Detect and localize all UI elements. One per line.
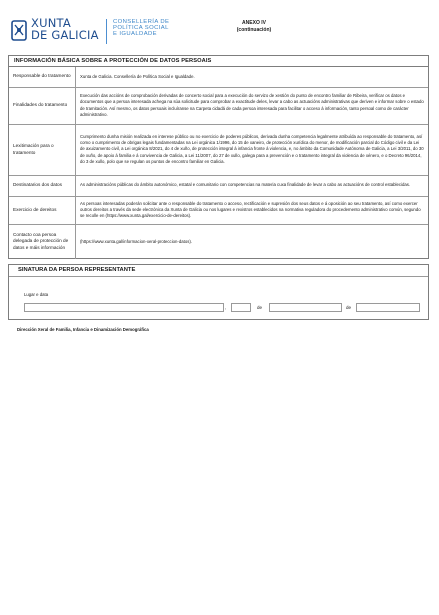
signature-section bbox=[8, 264, 429, 320]
table-row bbox=[9, 196, 428, 224]
annex-title: ANEXO IV bbox=[242, 20, 266, 26]
annex-subtitle: (continuación) bbox=[236, 26, 272, 33]
de-separator: de bbox=[346, 305, 352, 310]
month-input[interactable] bbox=[269, 303, 342, 312]
table-row bbox=[9, 67, 428, 87]
row-label: Contacto coa persoa delegada de protección de datos e máis información bbox=[9, 224, 76, 259]
day-input[interactable] bbox=[231, 303, 251, 312]
header-divider bbox=[106, 19, 107, 44]
data-protection-table bbox=[9, 67, 428, 259]
row-text: Execución das accións de comprobación derivadas de concerto social para a execución do servizo de xestión do punto de encontro familiar de Ribeira, verificar os datos e documentos que a persoa interesada achega na súa solicitude para comprobar a exactitude deles, levar a cabo as actuacións administrativas que deriven e informar sobre o estado de tramitación. Así mesmo, os datos persoais incluíranse na Carpeta cidadá de cada persoa interesada para facilitar o acceso á información, tanto persoal como de carácter administrativo. bbox=[76, 87, 429, 124]
logo-line-xunta: XUNTA bbox=[31, 16, 71, 30]
data-protection-section bbox=[8, 55, 429, 259]
xunta-crest-icon bbox=[11, 20, 27, 41]
row-text: Cumprimento dunha misión realizada en interese público ou no exercicio de poderes públicos, derivada dunha competencia legalmente atribuída ao responsable do tratamento, así como o cumprimento de obrigas legais fundamentadas na Lei orgánica 1/1996, do 15 de xaneiro, de protección xurídica do menor, de modificación parcial do Código civil e da Lei de axuizamento civil, a Lei orgánica 8/2021, do 4 de xuño, de protección integral á infancia fronte á violencia, e, no ámbito da Comunidade Autónoma de Galicia, a Lei 3/2011, do 30 de xuño, de apoio á familia e á convivencia de Galicia, a Lei 11/2007, do 27 de xullo, galega para a prevención e o tratamento integral da violencia de xénero, e o Decreto 96/2014, do 3 de xullo, polo que se regulan os puntos de encontro familiar en Galicia. bbox=[76, 124, 429, 175]
department-line-2: POLÍTICA SOCIAL bbox=[113, 25, 169, 32]
row-text: (https://www.xunta.gal/informacion-xeral-proteccion-datos). bbox=[76, 224, 429, 259]
table-row bbox=[9, 175, 428, 196]
department-line-3: E IGUALDADE bbox=[113, 31, 158, 38]
document-header bbox=[11, 18, 431, 48]
logo-line-galicia: DE GALICIA bbox=[31, 27, 99, 42]
row-text: As administracións públicas do ámbito autonómico, estatal e comunitario con competencias na materia cuxa finalidade de levar a cabo as actuacións de control establecidas. bbox=[76, 175, 429, 196]
de-separator: de bbox=[257, 305, 263, 310]
row-label: Destinatarios dos datos bbox=[9, 175, 76, 196]
year-input[interactable] bbox=[356, 303, 420, 312]
xunta-logo bbox=[11, 18, 99, 41]
department-line-1: CONSELLERÍA DE bbox=[113, 19, 170, 25]
place-date-label: Lugar e data bbox=[24, 292, 49, 297]
place-input[interactable] bbox=[24, 303, 227, 312]
table-row bbox=[9, 224, 428, 259]
row-label: Finalidades do tratamento bbox=[9, 87, 76, 124]
table-row bbox=[9, 87, 428, 124]
data-protection-title: INFORMACIÓN BÁSICA SOBRE A PROTECCIÓN DE DATOS PERSOAIS bbox=[9, 56, 428, 67]
row-text: As persoas interesadas poderán solicitar ante o responsable do tratamento o acceso, rectificación e supresión dos seus datos e á oposición ao seu tratamento, así como exercer outros dereitos a través da sede electrónica da Xunta de Galicia ou nos lugares e rexistros establecidos na normativa reguladora do procedemento administrativo común, segundo se recolle en (https://www.xunta.gal/exercicio-de-dereitos). bbox=[76, 196, 429, 224]
row-text: Xunta de Galicia. Consellería de Política Social e Igualdade. bbox=[80, 73, 195, 79]
row-label: Exercicio de dereitos bbox=[9, 196, 76, 224]
annex-heading bbox=[225, 20, 283, 33]
row-label: Responsable do tratamento bbox=[9, 67, 76, 87]
row-label: Lexitimación para o tratamento bbox=[9, 124, 76, 175]
table-row bbox=[9, 124, 428, 175]
department-name bbox=[113, 19, 169, 38]
comma-separator: , bbox=[225, 305, 227, 310]
signature-title: SINATURA DA PERSOA REPRESENTANTE bbox=[9, 265, 428, 277]
issuing-directorate: Dirección Xeral de Familia, Infancia e Dinamización Demográfica bbox=[17, 327, 149, 332]
